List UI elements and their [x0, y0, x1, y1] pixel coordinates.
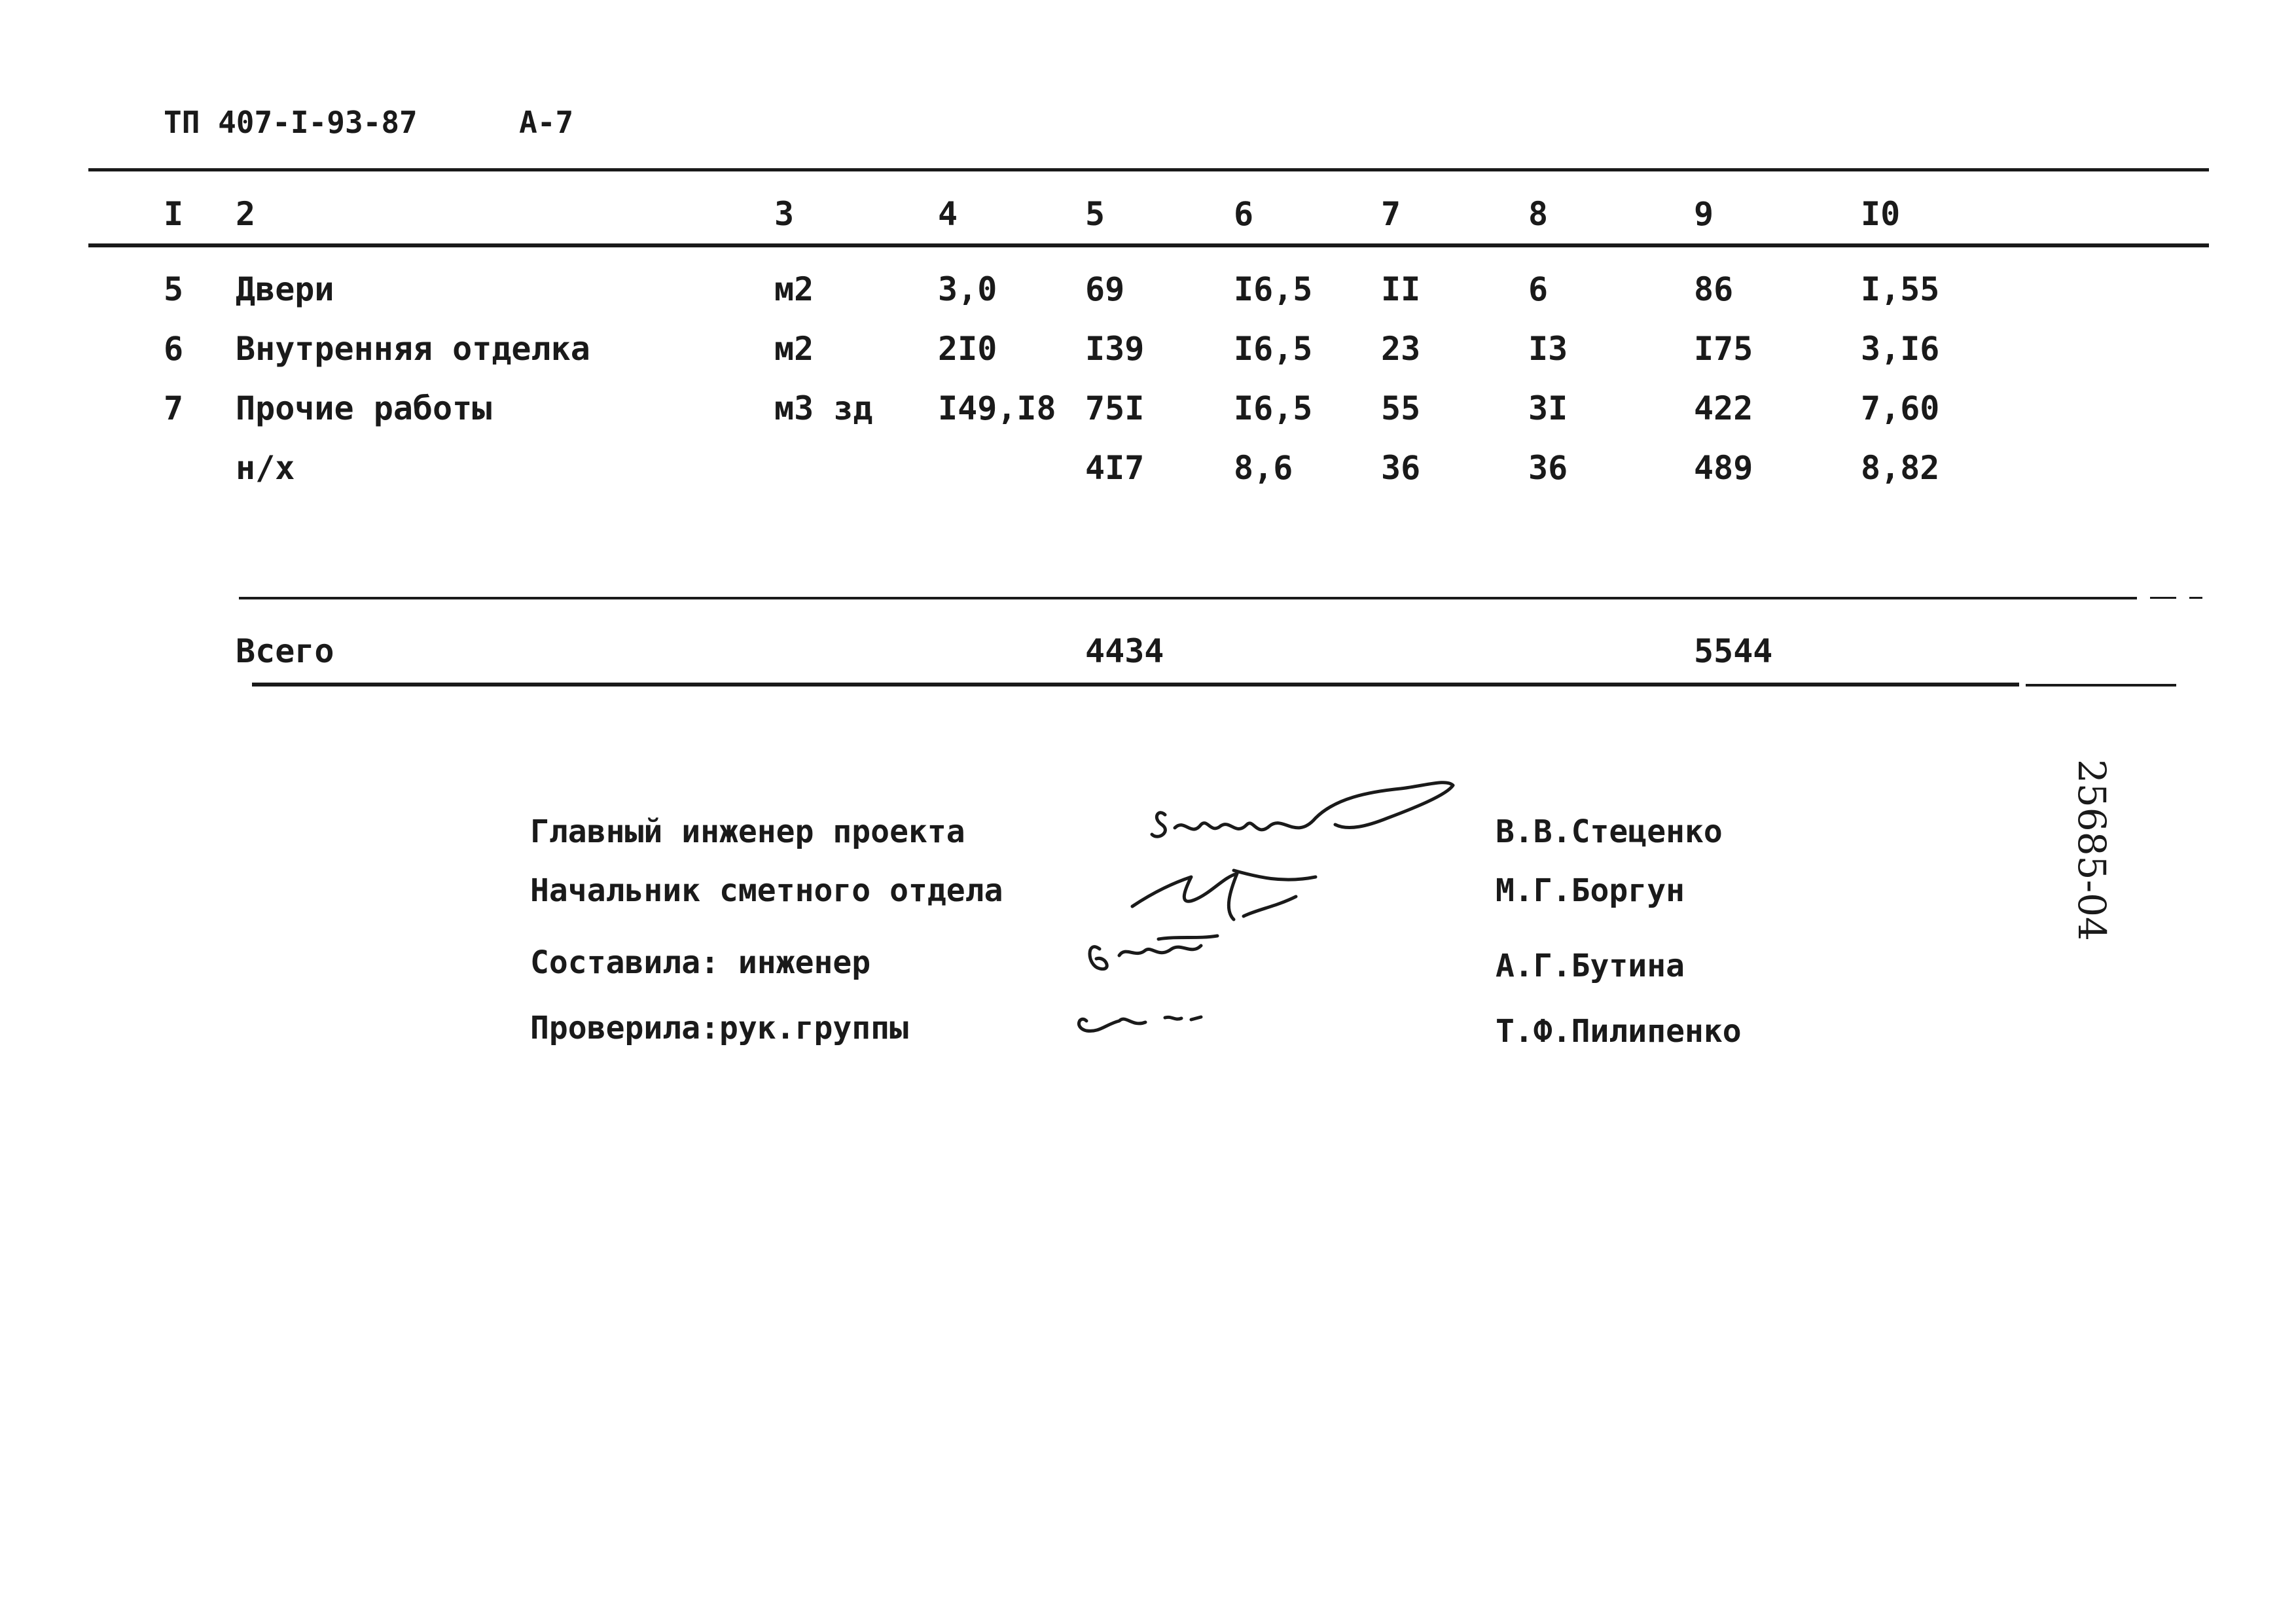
- row2-col1: 6: [164, 330, 184, 368]
- col-header-7: 7: [1381, 195, 1401, 233]
- doc-code-text: ТП 407-I-93-87: [164, 105, 418, 140]
- total-bottom-rule-dash: [2026, 684, 2176, 687]
- row1-col2: Двери: [236, 270, 334, 308]
- total-bottom-rule: [252, 683, 2019, 687]
- signature-stroke-2: [1132, 870, 1316, 919]
- row1-col10: I,55: [1861, 270, 1940, 308]
- row3-col10: 7,60: [1861, 389, 1940, 427]
- row2-col9: I75: [1694, 330, 1753, 368]
- total-col9: 5544: [1694, 632, 1773, 670]
- col-header-10: I0: [1861, 195, 1901, 233]
- row1-col3: м2: [774, 270, 814, 308]
- signature-role-2: Начальник сметного отдела: [530, 872, 1003, 909]
- row3-col5: 75I: [1085, 389, 1145, 427]
- total-col5: 4434: [1085, 632, 1164, 670]
- row3-col1: 7: [164, 389, 184, 427]
- signature-role-4: Проверила:рук.группы: [530, 1010, 908, 1046]
- col-header-2: 2: [236, 195, 256, 233]
- total-label: Всего: [236, 632, 334, 670]
- row1-col5: 69: [1085, 270, 1125, 308]
- signature-name-2: М.Г.Боргун: [1496, 872, 1685, 909]
- row3-col3: м3 зд: [774, 389, 873, 427]
- row1-col1: 5: [164, 270, 184, 308]
- row2-col7: 23: [1381, 330, 1421, 368]
- signature-name-3: А.Г.Бутина: [1496, 948, 1685, 984]
- col-header-6: 6: [1234, 195, 1254, 233]
- row2-col10: 3,I6: [1861, 330, 1940, 368]
- signature-stroke-3: [1090, 936, 1217, 969]
- document-code: [164, 105, 573, 140]
- col-header-5: 5: [1085, 195, 1105, 233]
- signature-role-3: Составила: инженер: [530, 944, 871, 981]
- col-header-1: I: [164, 195, 184, 233]
- signature-role-1: Главный инженер проекта: [530, 813, 965, 850]
- table-top-rule: [88, 168, 2209, 171]
- row3-col9: 422: [1694, 389, 1753, 427]
- row4-col10: 8,82: [1861, 449, 1940, 487]
- row3-col2: Прочие работы: [236, 389, 492, 427]
- signature-name-4: Т.Ф.Пилипенко: [1496, 1013, 1742, 1050]
- col-header-9: 9: [1694, 195, 1714, 233]
- col-header-8: 8: [1528, 195, 1549, 233]
- signature-stroke-4: [1079, 1017, 1201, 1031]
- row2-col2: Внутренняя отделка: [236, 330, 590, 368]
- row2-col5: I39: [1085, 330, 1145, 368]
- total-top-rule-dash: [2150, 597, 2176, 599]
- total-top-rule-dash: [2189, 597, 2202, 599]
- col-header-3: 3: [774, 195, 795, 233]
- total-top-rule: [239, 597, 2137, 599]
- row1-col4: 3,0: [938, 270, 997, 308]
- row3-col6: I6,5: [1234, 389, 1313, 427]
- table-header-rule: [88, 243, 2209, 247]
- row2-col8: I3: [1528, 330, 1568, 368]
- handwritten-signatures: [1060, 779, 1479, 1054]
- row3-col4: I49,I8: [938, 389, 1056, 427]
- row1-col9: 86: [1694, 270, 1734, 308]
- row2-col6: I6,5: [1234, 330, 1313, 368]
- signature-stroke-1: [1152, 783, 1453, 837]
- row4-col5: 4I7: [1085, 449, 1145, 487]
- row4-col9: 489: [1694, 449, 1753, 487]
- signature-name-1: В.В.Стеценко: [1496, 813, 1723, 850]
- row3-col7: 55: [1381, 389, 1421, 427]
- row4-col6: 8,6: [1234, 449, 1293, 487]
- row1-col7: II: [1381, 270, 1421, 308]
- row3-col8: 3I: [1528, 389, 1568, 427]
- row4-col2: н/х: [236, 449, 295, 487]
- row2-col3: м2: [774, 330, 814, 368]
- row2-col4: 2I0: [938, 330, 997, 368]
- row1-col6: I6,5: [1234, 270, 1313, 308]
- row1-col8: 6: [1528, 270, 1549, 308]
- side-stamp-number: 25685-04: [2070, 759, 2114, 941]
- row4-col8: 36: [1528, 449, 1568, 487]
- col-header-4: 4: [938, 195, 958, 233]
- row4-col7: 36: [1381, 449, 1421, 487]
- sheet-number: А-7: [519, 105, 574, 140]
